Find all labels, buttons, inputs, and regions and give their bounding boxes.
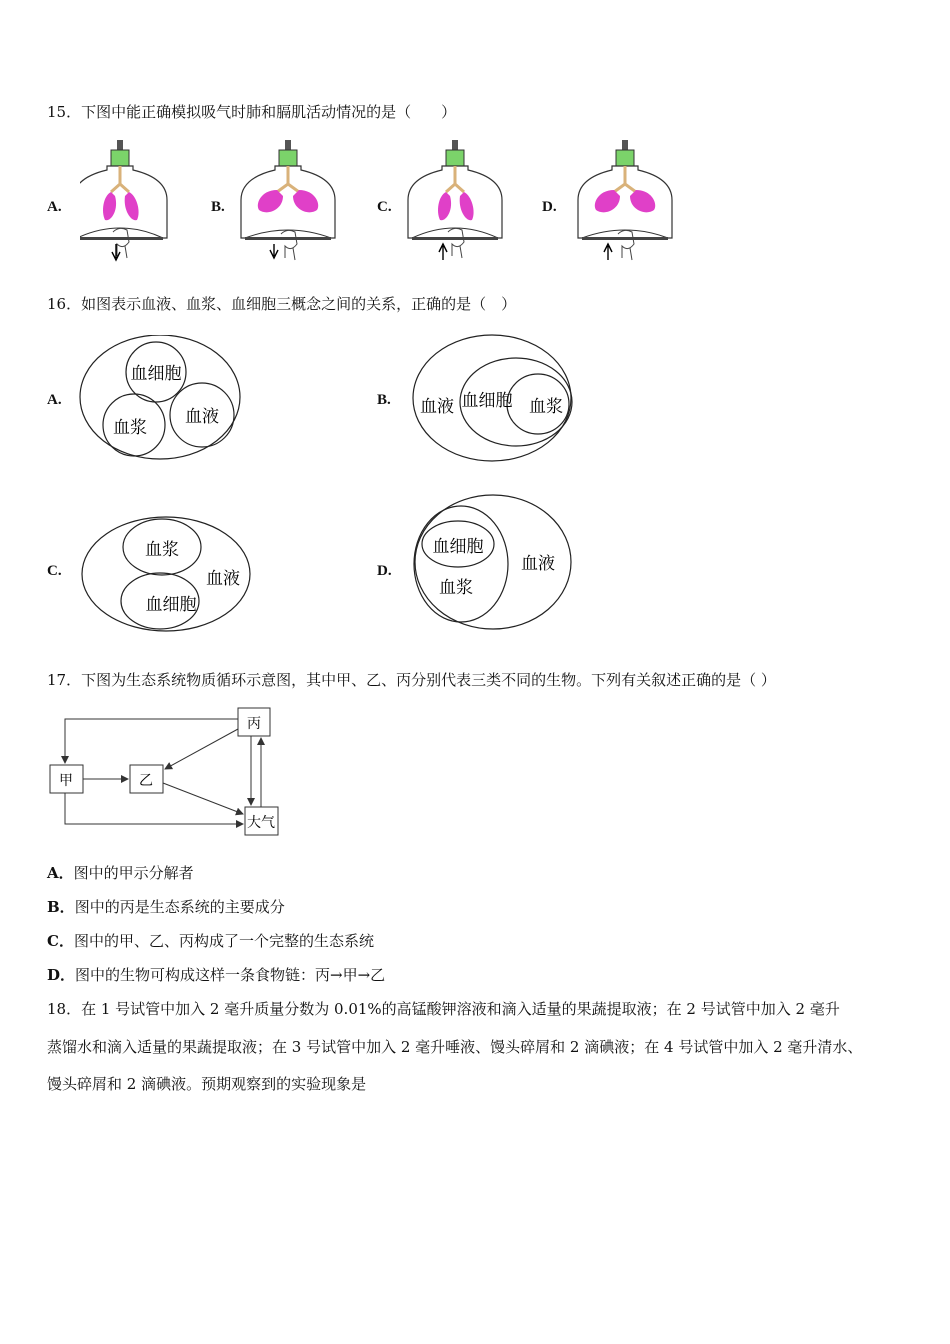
venn-option-c <box>80 514 256 636</box>
venn-a-label-blood-cells: 血细胞 <box>130 364 182 384</box>
q17-option-c-label: C． <box>47 932 74 950</box>
lung-model-d <box>578 140 672 260</box>
q17-option-b <box>47 897 285 917</box>
node-yi: 乙 <box>139 773 153 789</box>
q17-option-a-label: A． <box>47 864 74 882</box>
venn-c-label-blood: 血液 <box>206 569 240 589</box>
q17-option-b-text: 图中的丙是生态系统的主要成分 <box>74 898 285 916</box>
question-18-line-2: 蒸馏水和滴入适量的果蔬提取液；在 3 号试管中加入 2 毫升唾液、馒头碎屑和 2 滴碘液；在 4 号试管中加入 2 毫升清水、 <box>47 1038 863 1056</box>
venn-d-label-blood-cells: 血细胞 <box>432 537 484 557</box>
lung-model-figures <box>80 140 680 270</box>
venn-b-label-plasma: 血浆 <box>529 397 563 417</box>
venn-option-d <box>412 492 574 634</box>
node-jia: 甲 <box>59 773 73 789</box>
lung-model-b <box>241 140 335 260</box>
q17-option-d <box>47 965 385 985</box>
q16-option-d-label: D. <box>377 563 392 579</box>
venn-c-label-blood-cells: 血细胞 <box>145 595 197 615</box>
q15-option-a-label: A. <box>47 199 62 215</box>
venn-a-label-blood: 血液 <box>185 407 219 427</box>
q15-option-d-label: D. <box>542 199 557 215</box>
q15-option-b-label: B. <box>211 199 225 215</box>
node-air: 大气 <box>247 815 275 831</box>
lung-model-a <box>80 140 167 260</box>
venn-a-label-plasma: 血浆 <box>113 418 147 438</box>
venn-option-b <box>410 332 575 464</box>
q16-option-c-label: C. <box>47 563 62 579</box>
q17-option-b-label: B． <box>47 898 75 916</box>
venn-b-label-blood-cells: 血细胞 <box>461 391 513 411</box>
q17-option-d-label: D． <box>47 966 76 984</box>
q15-option-c-label: C. <box>377 199 392 215</box>
lung-model-c <box>408 140 502 260</box>
q16-option-b-label: B. <box>377 392 391 408</box>
q17-option-a <box>47 863 194 883</box>
question-18-line-3: 馒头碎屑和 2 滴碘液。预期观察到的实验现象是 <box>47 1075 367 1093</box>
venn-option-a <box>78 335 248 465</box>
venn-d-label-plasma: 血浆 <box>439 578 473 598</box>
question-15-stem: 15．下图中能正确模拟吸气时肺和膈肌活动情况的是（ ） <box>47 103 457 121</box>
venn-d-label-blood: 血液 <box>521 554 555 574</box>
q17-option-a-text: 图中的甲示分解者 <box>73 864 194 882</box>
q17-option-d-text: 图中的生物可构成这样一条食物链：丙→甲→乙 <box>75 966 386 984</box>
venn-b-label-blood: 血液 <box>420 397 454 417</box>
q17-option-c <box>47 931 374 951</box>
question-17-stem: 17．下图为生态系统物质循环示意图，其中甲、乙、丙分别代表三类不同的生物。下列有关叙述正确的是（ ） <box>47 671 776 689</box>
venn-c-label-plasma: 血浆 <box>145 540 179 560</box>
carbon-cycle-diagram <box>45 703 285 839</box>
question-16-stem: 16．如图表示血液、血浆、血细胞三概念之间的关系，正确的是（ ） <box>47 295 517 313</box>
question-18-line-1: 18．在 1 号试管中加入 2 毫升质量分数为 0.01%的高锰酸钾溶液和滴入适量的果蔬提取液；在 2 号试管中加入 2 毫升 <box>47 1000 840 1018</box>
q16-option-a-label: A. <box>47 392 62 408</box>
q17-option-c-text: 图中的甲、乙、丙构成了一个完整的生态系统 <box>73 932 374 950</box>
node-bing: 丙 <box>247 716 261 732</box>
